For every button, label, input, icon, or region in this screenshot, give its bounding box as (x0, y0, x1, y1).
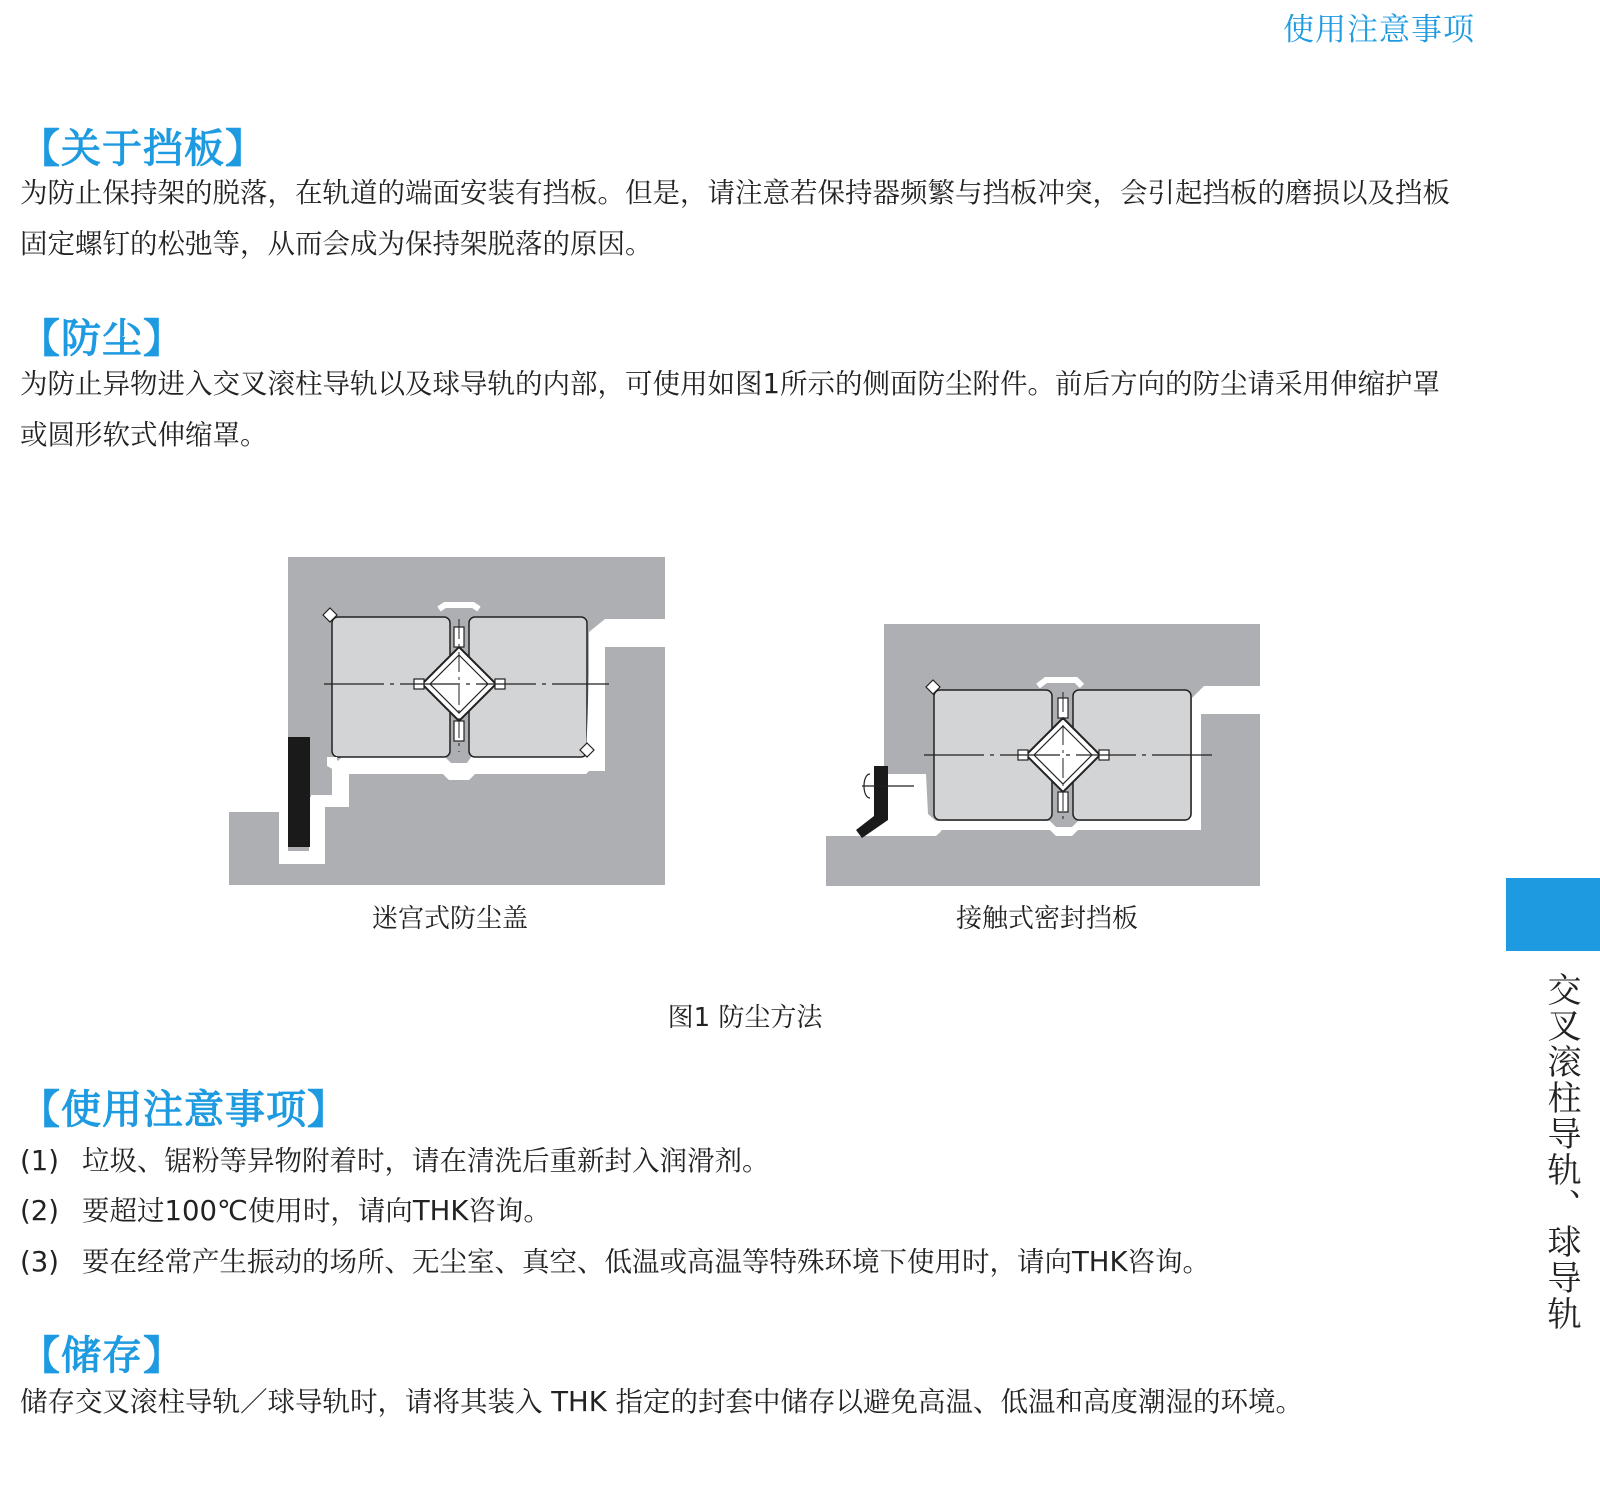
section-title-dustproof: 【防尘】 (20, 316, 184, 362)
chapter-side-tab (1506, 878, 1600, 951)
section-title-baffle: 【关于挡板】 (20, 126, 266, 172)
dustproof-paragraph: 为防止异物进入交叉滚柱导轨以及球导轨的内部，可使用如图1所示的侧面防尘附件。前后方向的防尘请采用伸缩护罩或圆形软式伸缩罩。 (20, 368, 1440, 451)
chapter-side-label: 交叉滚柱导轨、球导轨 (1541, 972, 1581, 1332)
list-item (20, 1188, 551, 1228)
storage-paragraph: 储存交叉滚柱导轨／球导轨时，请将其装入 THK 指定的封套中储存以避免高温、低温和高度潮湿的环境。 (20, 1386, 1303, 1418)
figure-caption: 图1 防尘方法 (667, 1003, 823, 1033)
list-item-text: 要超过100℃使用时，请向THK咨询。 (82, 1195, 551, 1227)
section-title-storage: 【储存】 (20, 1333, 184, 1379)
list-item-text: 要在经常产生振动的场所、无尘室、真空、低温或高温等特殊环境下使用时，请向THK咨询。 (82, 1246, 1211, 1278)
contact-seal (856, 766, 888, 838)
figure-left-caption: 迷宫式防尘盖 (371, 904, 528, 934)
list-item-text: 垃圾、锯粉等异物附着时，请在清洗后重新封入润滑剂。 (82, 1145, 770, 1177)
list-item (20, 1239, 1210, 1279)
baffle-paragraph: 为防止保持架的脱落，在轨道的端面安装有挡板。但是，请注意若保持器频繁与挡板冲突，会引起挡板的磨损以及挡板固定螺钉的松弛等，从而会成为保持架脱落的原因。 (20, 177, 1450, 260)
list-item-number: (1) (20, 1145, 59, 1177)
labyrinth-dust-cover-diagram (229, 557, 665, 885)
figure-right-caption: 接触式密封挡板 (955, 904, 1138, 934)
running-header: 使用注意事项 (1283, 12, 1475, 48)
list-item (20, 1138, 770, 1178)
contact-seal-baffle-diagram (826, 624, 1260, 886)
labyrinth-seal (288, 737, 310, 847)
list-item-number: (3) (20, 1246, 59, 1278)
list-item-number: (2) (20, 1195, 59, 1227)
section-title-precautions: 【使用注意事项】 (20, 1087, 348, 1133)
